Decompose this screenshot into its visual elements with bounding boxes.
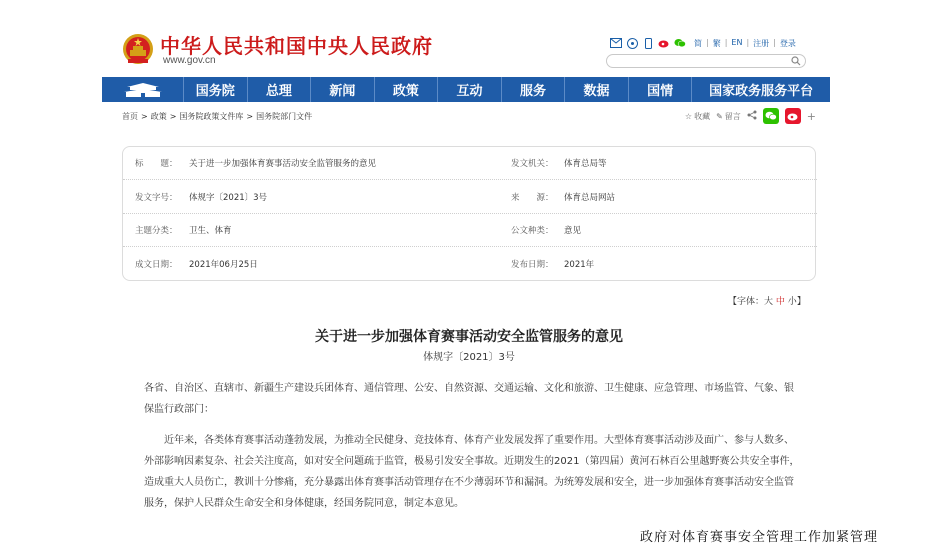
nav-item-state-council[interactable]: 国务院 bbox=[184, 77, 248, 102]
nav-item-national-profile[interactable]: 国情 bbox=[629, 77, 693, 102]
document-number: 体规字〔2021〕3号 bbox=[423, 352, 515, 363]
national-emblem-icon bbox=[122, 32, 154, 66]
genre-label: 公文种类： bbox=[511, 226, 554, 236]
wechat-share-icon[interactable] bbox=[763, 108, 779, 124]
divider: | bbox=[773, 37, 776, 47]
breadcrumb-policy[interactable]: 政策 bbox=[150, 112, 167, 121]
document-body bbox=[144, 378, 800, 524]
crumb-row bbox=[122, 108, 816, 126]
favorite-button[interactable] bbox=[685, 111, 710, 122]
breadcrumb-policy-library[interactable]: 国务院政策文件库 bbox=[179, 112, 244, 121]
divider: | bbox=[746, 37, 750, 47]
share-icon[interactable] bbox=[747, 110, 757, 122]
doc-number-value: 体规字〔2021〕3号 bbox=[189, 193, 268, 203]
source-value: 体育总局网站 bbox=[564, 193, 616, 203]
nav-item-news[interactable]: 新闻 bbox=[311, 77, 375, 102]
document-title: 关于进一步加强体育赛事活动安全监管服务的意见 bbox=[315, 329, 623, 345]
search-box bbox=[606, 54, 806, 68]
category-label: 主题分类： bbox=[135, 226, 178, 236]
top-tools bbox=[610, 36, 796, 50]
title-label: 标 题： bbox=[135, 159, 178, 169]
nav-home-logo[interactable] bbox=[102, 77, 184, 102]
nav-item-premier[interactable]: 总理 bbox=[248, 77, 312, 102]
favorite-label: 收藏 bbox=[694, 111, 711, 121]
written-date-value: 2021年06月25日 bbox=[189, 259, 258, 270]
star-icon: ☆ bbox=[684, 111, 693, 121]
top-links bbox=[694, 38, 796, 49]
link-register[interactable]: 注册 bbox=[753, 38, 770, 48]
comment-label: 留言 bbox=[724, 111, 741, 121]
tiananmen-icon bbox=[121, 82, 165, 98]
divider: | bbox=[706, 37, 709, 47]
font-size-medium-button[interactable]: 中 bbox=[775, 297, 785, 307]
weibo-icon[interactable] bbox=[658, 38, 670, 49]
font-size-small-button[interactable]: 小 bbox=[787, 297, 797, 307]
info-row bbox=[123, 214, 817, 247]
breadcrumb-separator: > bbox=[141, 112, 148, 121]
wechat-icon[interactable] bbox=[674, 38, 686, 49]
info-row bbox=[123, 247, 817, 280]
main-nav bbox=[102, 77, 830, 102]
breadcrumb-department-docs[interactable]: 国务院部门文件 bbox=[256, 112, 313, 121]
font-size-control bbox=[728, 294, 806, 307]
breadcrumb-home[interactable]: 首页 bbox=[122, 112, 138, 121]
mail-icon[interactable] bbox=[610, 38, 622, 49]
genre-value: 意见 bbox=[564, 226, 582, 236]
doc-number-label: 发文字号： bbox=[135, 193, 178, 203]
image-caption: 政府对体育赛事安全管理工作加紧管理 bbox=[640, 530, 879, 545]
nav-item-data[interactable]: 数据 bbox=[565, 77, 629, 102]
rss-icon[interactable] bbox=[626, 38, 638, 49]
nav-item-interaction[interactable]: 互动 bbox=[438, 77, 502, 102]
source-label: 来 源： bbox=[511, 193, 554, 203]
share-tools bbox=[685, 108, 816, 124]
document-salutation: 各省、自治区、直辖市、新疆生产建设兵团体育、通信管理、公安、自然资源、交通运输、文化和旅游、卫生健康、应急管理、市场监管、气象、银保监行政部门： bbox=[144, 383, 794, 415]
font-size-large-button[interactable]: 大 bbox=[764, 297, 774, 307]
link-simplified[interactable]: 简 bbox=[694, 38, 702, 48]
link-login[interactable]: 登录 bbox=[779, 38, 796, 48]
category-value: 卫生、体育 bbox=[189, 226, 232, 236]
breadcrumb-separator: > bbox=[246, 112, 254, 121]
written-date-label: 成文日期： bbox=[135, 259, 178, 270]
more-share-icon[interactable]: + bbox=[806, 109, 816, 123]
document-info-table bbox=[122, 146, 816, 281]
site-domain: www.gov.cn bbox=[163, 55, 216, 66]
info-row bbox=[123, 181, 817, 214]
font-size-prefix: 【字体： bbox=[728, 297, 765, 307]
site-header bbox=[0, 0, 936, 78]
link-english[interactable]: EN bbox=[731, 37, 743, 47]
comment-button[interactable] bbox=[716, 111, 741, 122]
search-icon[interactable] bbox=[791, 56, 801, 66]
issuer-value: 体育总局等 bbox=[564, 159, 607, 169]
mobile-icon[interactable] bbox=[642, 38, 654, 49]
nav-item-policy[interactable]: 政策 bbox=[375, 77, 439, 102]
weibo-share-icon[interactable] bbox=[785, 108, 801, 124]
nav-item-services[interactable]: 服务 bbox=[502, 77, 566, 102]
breadcrumb-separator: > bbox=[169, 112, 177, 121]
nav-item-gov-service-platform[interactable]: 国家政务服务平台 bbox=[709, 84, 814, 99]
issuer-label: 发文机关： bbox=[511, 159, 554, 169]
publish-date-label: 发布日期： bbox=[511, 259, 554, 270]
publish-date-value: 2021年 bbox=[564, 259, 595, 270]
site-title[interactable]: 中华人民共和国中央人民政府 bbox=[160, 34, 433, 58]
info-row bbox=[123, 147, 817, 180]
search-input[interactable] bbox=[615, 62, 795, 74]
divider: | bbox=[724, 37, 728, 47]
title-value: 关于进一步加强体育赛事活动安全监管服务的意见 bbox=[189, 159, 377, 169]
link-traditional[interactable]: 繁 bbox=[712, 38, 721, 48]
pen-icon: ✎ bbox=[716, 111, 723, 121]
breadcrumb bbox=[122, 111, 312, 122]
font-size-suffix: 】 bbox=[796, 297, 806, 307]
document-paragraph: 近年来，各类体育赛事活动蓬勃发展，为推动全民健身、竞技体育、体育产业发展发挥了重要作用。大型体育赛事活动涉及面广、参与人数多、外部影响因素复杂、社会关注度高，如对安全问题疏于监管，极易引发安全事故。近期发生的2021（第四届）黄河石林百公里越野赛公共安全事件，造成重大人员伤亡，教训十分惨痛，充分暴露出体育赛事活动管理存在不少薄弱环节和漏洞。为统筹发展和安全，进一步加强体育赛事活动安全监管服务，保护人民群众生命安全和身体健康，经国务院同意，制定本意见。 bbox=[144, 435, 800, 509]
